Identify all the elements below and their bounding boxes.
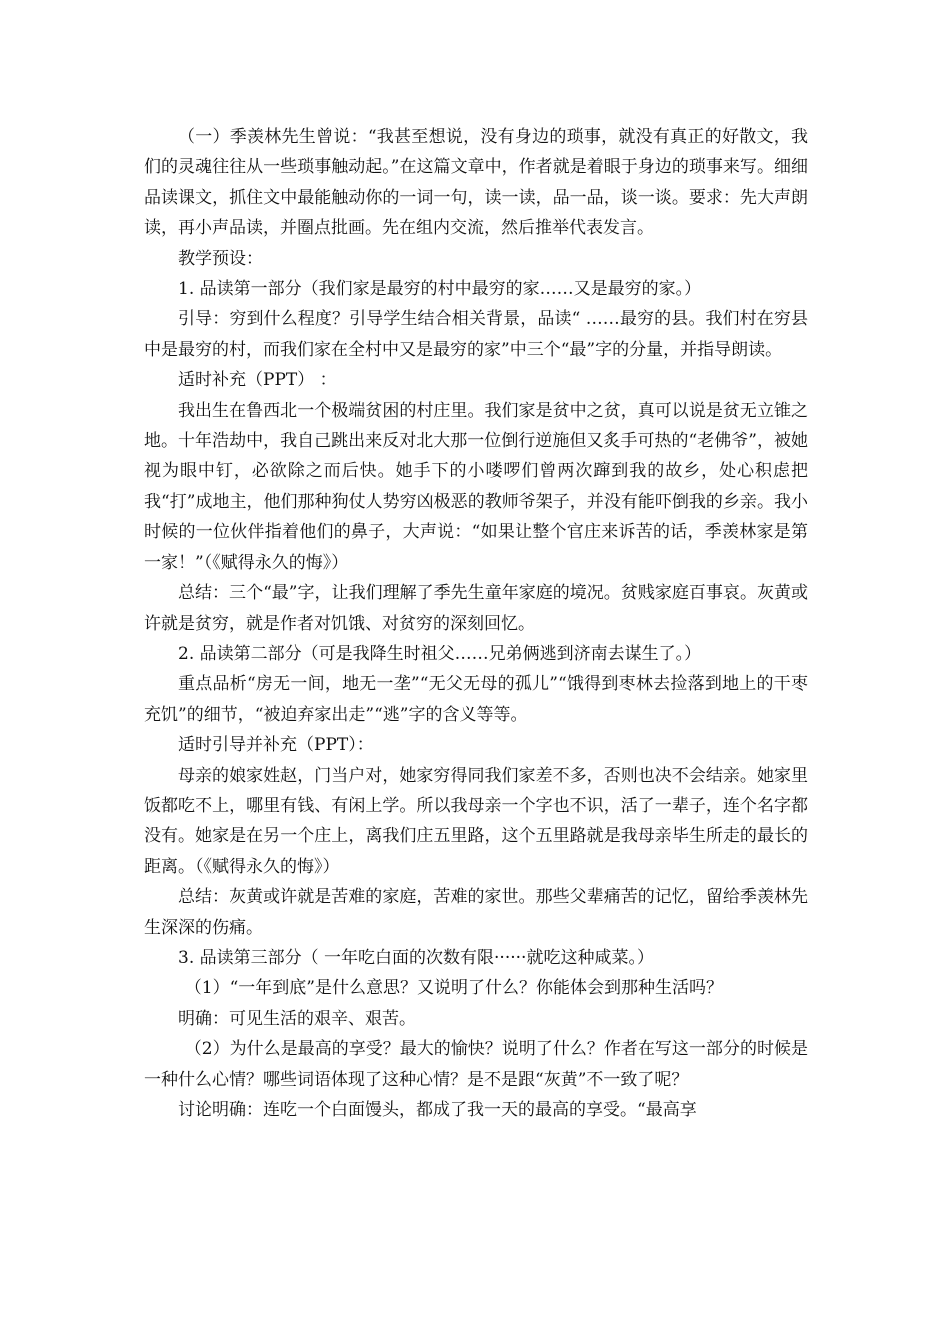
guidance-paragraph: 引导：穷到什么程度？引导学生结合相关背景，品读“ ……最穷的县。我们村在穷县中是最穷的村，而我们家在全村中又是最穷的家”中三个“最”字的分量，并指导朗读。	[144, 309, 808, 360]
answer-paragraph: 明确：可见生活的艰辛、艰苦。	[178, 1008, 416, 1029]
document-body	[144, 122, 808, 1125]
quote-paragraph: 母亲的娘家姓赵，门当户对，她家穷得同我们家差不多，否则也决不会结亲。她家里饭都吃不上，哪里有钱、有闲上学。所以我母亲一个字也不识，活了一辈子，连个名字都没有。她家是在另一个庄上，离我们庄五里路，这个五里路就是我母亲毕生所走的最长的距离。（《赋得永久的悔》）	[144, 765, 808, 877]
supplement-heading: 适时补充（PPT） ：	[178, 370, 337, 391]
intro-paragraph: （一）季羡林先生曾说：“我甚至想说，没有身边的琐事，就没有真正的好散文，我们的灵魂往往从一些琐事触动起。”在这篇文章中，作者就是着眼于身边的琐事来写。细细品读课文，抓住文中最能触动你的一词一句，读一读，品一品，谈一谈。要求：先大声朗读，再小声品读，并圈点批画。先在组内交流，然后推举代表发言。	[144, 127, 808, 239]
question-paragraph: （1）“一年到底”是什么意思？又说明了什么？你能体会到那种生活吗？	[184, 978, 723, 999]
discussion-paragraph: 讨论明确：连吃一个白面馒头，都成了我一天的最高的享受。“最高享	[178, 1100, 697, 1120]
supplement-heading: 适时引导并补充（PPT）：	[178, 735, 374, 756]
quote-paragraph: 我出生在鲁西北一个极端贫困的村庄里。我们家是贫中之贫，真可以说是贫无立锥之地。十年浩劫中，我自己跳出来反对北大那一位倒行逆施但又炙手可热的“老佛爷”，被她视为眼中钉，必欲除之而后快。她手下的小喽啰们曾两次蹿到我的故乡，处心积虑把我“打”成地主，他们那种狗仗人势穷凶极恶的教师爷架子，并没有能吓倒我的乡亲。我小时候的一位伙伴指着他们的鼻子，大声说：“如果让整个官庄来诉苦的话，季羡林家是第一家！”（《赋得永久的悔》）	[144, 400, 808, 573]
part-two-heading: 2. 品读第二部分（可是我降生时祖父……兄弟俩逃到济南去谋生了。）	[178, 643, 702, 664]
part-three-heading: 3. 品读第三部分（ 一年吃白面的次数有限······就吃这种咸菜。）	[178, 947, 654, 968]
summary-paragraph: 总结：灰黄或许就是苦难的家庭，苦难的家世。那些父辈痛苦的记忆，留给季羡林先生深深的伤痛。	[144, 887, 808, 938]
teaching-preset-heading: 教学预设：	[178, 248, 263, 269]
analysis-paragraph: 重点品析“房无一间，地无一垄”“无父无母的孤儿”“饿得到枣林去捡落到地上的干枣充饥”的细节，“被迫弃家出走”“逃”字的含义等等。	[144, 674, 808, 725]
part-one-heading: 1. 品读第一部分（我们家是最穷的村中最穷的家……又是最穷的家。）	[178, 279, 702, 300]
summary-paragraph: 总结：三个“最”字，让我们理解了季先生童年家庭的境况。贫贱家庭百事哀。灰黄或许就是贫穷，就是作者对饥饿、对贫穷的深刻回忆。	[144, 583, 808, 634]
question-paragraph: （2）为什么是最高的享受？最大的愉快？说明了什么？作者在写这一部分的时候是一种什么心情？哪些词语体现了这种心情？是不是跟“灰黄”不一致了呢？	[144, 1039, 808, 1090]
